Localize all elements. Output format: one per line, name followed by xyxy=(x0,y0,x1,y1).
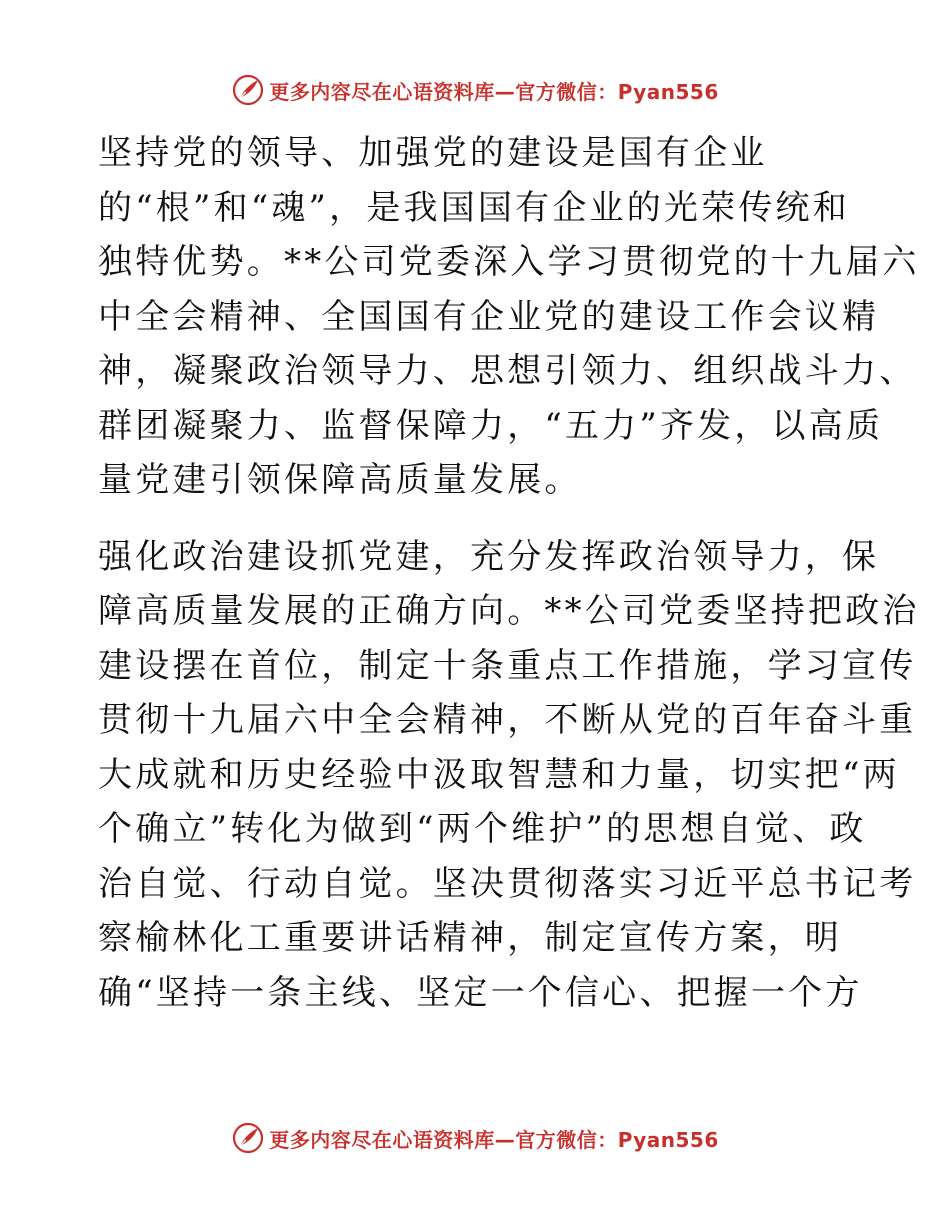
feather-pen-logo-icon xyxy=(231,1121,265,1155)
text-line: 量党建引领保障高质量发展。 xyxy=(98,460,582,500)
banner-text: 更多内容尽在心语资料库—官方微信：Pyan556 xyxy=(269,79,719,104)
banner-text: 更多内容尽在心语资料库—官方微信：Pyan556 xyxy=(269,1127,719,1152)
header-watermark-banner xyxy=(0,70,950,110)
text-line: 障高质量发展的正确方向。**公司党委坚持把政治 xyxy=(98,591,920,631)
paragraph-1 xyxy=(98,126,920,508)
paragraph-2 xyxy=(98,530,920,1021)
footer-watermark-banner xyxy=(0,1118,950,1158)
text-line: 个确立”转化为做到“两个维护”的思想自觉、政 xyxy=(98,809,867,849)
text-line: 贯彻十九届六中全会精神，不断从党的百年奋斗重 xyxy=(98,700,917,740)
text-line: 群团凝聚力、监督保障力，“五力”齐发，以高质 xyxy=(98,405,884,446)
document-body xyxy=(98,126,920,1020)
feather-pen-logo-icon xyxy=(231,73,265,107)
paragraph-spacer xyxy=(98,508,858,530)
text-line: 的“根”和“魂”，是我国国有企业的光荣传统和 xyxy=(98,187,850,228)
text-line: 独特优势。**公司党委深入学习贯彻党的十九届六 xyxy=(98,242,920,282)
text-line: 建设摆在首位，制定十条重点工作措施，学习宣传 xyxy=(98,645,917,686)
text-line: 治自觉、行动自觉。坚决贯彻落实习近平总书记考 xyxy=(98,863,917,904)
text-line: 大成就和历史经验中汲取智慧和力量，切实把“两 xyxy=(98,754,900,795)
text-line: 神，凝聚政治领导力、思想引领力、组织战斗力、 xyxy=(98,351,917,391)
text-line: 坚持党的领导、加强党的建设是国有企业 xyxy=(98,133,768,173)
text-line: 察榆林化工重要讲话精神，制定宣传方案，明 xyxy=(98,918,842,958)
text-line: 确“坚持一条主线、坚定一个信心、把握一个方 xyxy=(98,972,863,1013)
text-line: 中全会精神、全国国有企业党的建设工作会议精 xyxy=(98,296,880,337)
text-line: 强化政治建设抓党建，充分发挥政治领导力，保 xyxy=(98,536,880,577)
